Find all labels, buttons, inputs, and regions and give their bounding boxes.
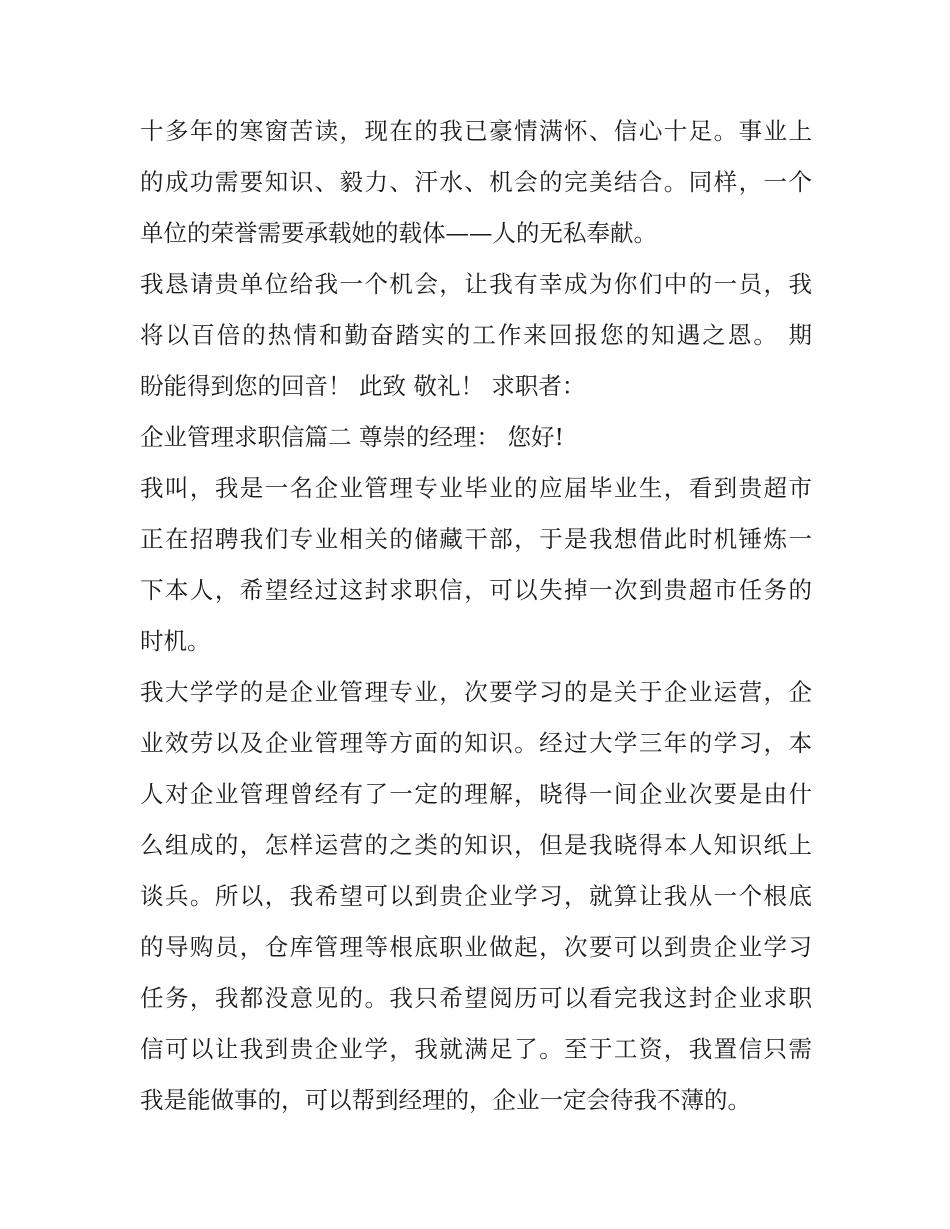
text-line: 盼能得到您的回音！ 此致 敬礼！ 求职者： bbox=[140, 372, 586, 400]
text-line: 谈兵。所以，我希望可以到贵企业学习，就算让我从一个根底 bbox=[140, 882, 812, 910]
text-line: 十多年的寒窗苦读，现在的我已豪情满怀、信心十足。事业上 bbox=[140, 117, 812, 145]
text-line: 我大学学的是企业管理专业，次要学习的是关于企业运营，企 bbox=[140, 678, 812, 706]
text-line: 我恳请贵单位给我一个机会，让我有幸成为你们中的一员，我 bbox=[140, 270, 812, 298]
text-line: 下本人，希望经过这封求职信，可以失掉一次到贵超市任务的 bbox=[140, 576, 812, 604]
text-line: 企业管理求职信篇二 尊崇的经理： 您好! bbox=[140, 423, 564, 451]
text-line: 我叫，我是一名企业管理专业毕业的应届毕业生，看到贵超市 bbox=[140, 474, 812, 502]
text-line: 时机。 bbox=[140, 627, 211, 655]
text-line: 正在招聘我们专业相关的储藏干部，于是我想借此时机锤炼一 bbox=[140, 525, 812, 553]
text-line: 任务，我都没意见的。我只希望阅历可以看完我这封企业求职 bbox=[140, 984, 812, 1012]
document-body bbox=[140, 106, 812, 1126]
text-line: 我是能做事的，可以帮到经理的，企业一定会待我不薄的。 bbox=[140, 1086, 751, 1114]
text-line: 信可以让我到贵企业学，我就满足了。至于工资，我置信只需 bbox=[140, 1035, 812, 1063]
text-line: 将以百倍的热情和勤奋踏实的工作来回报您的知遇之恩。 期 bbox=[140, 321, 812, 349]
text-line: 的导购员，仓库管理等根底职业做起，次要可以到贵企业学习 bbox=[140, 933, 812, 961]
text-line: 业效劳以及企业管理等方面的知识。经过大学三年的学习，本 bbox=[140, 729, 812, 757]
text-line: 单位的荣誉需要承载她的载体——人的无私奉献。 bbox=[140, 219, 657, 247]
text-line: 么组成的，怎样运营的之类的知识，但是我晓得本人知识纸上 bbox=[140, 831, 812, 859]
text-line: 人对企业管理曾经有了一定的理解，晓得一间企业次要是由什 bbox=[140, 780, 812, 808]
text-line: 的成功需要知识、毅力、汗水、机会的完美结合。同样，一个 bbox=[140, 168, 812, 196]
